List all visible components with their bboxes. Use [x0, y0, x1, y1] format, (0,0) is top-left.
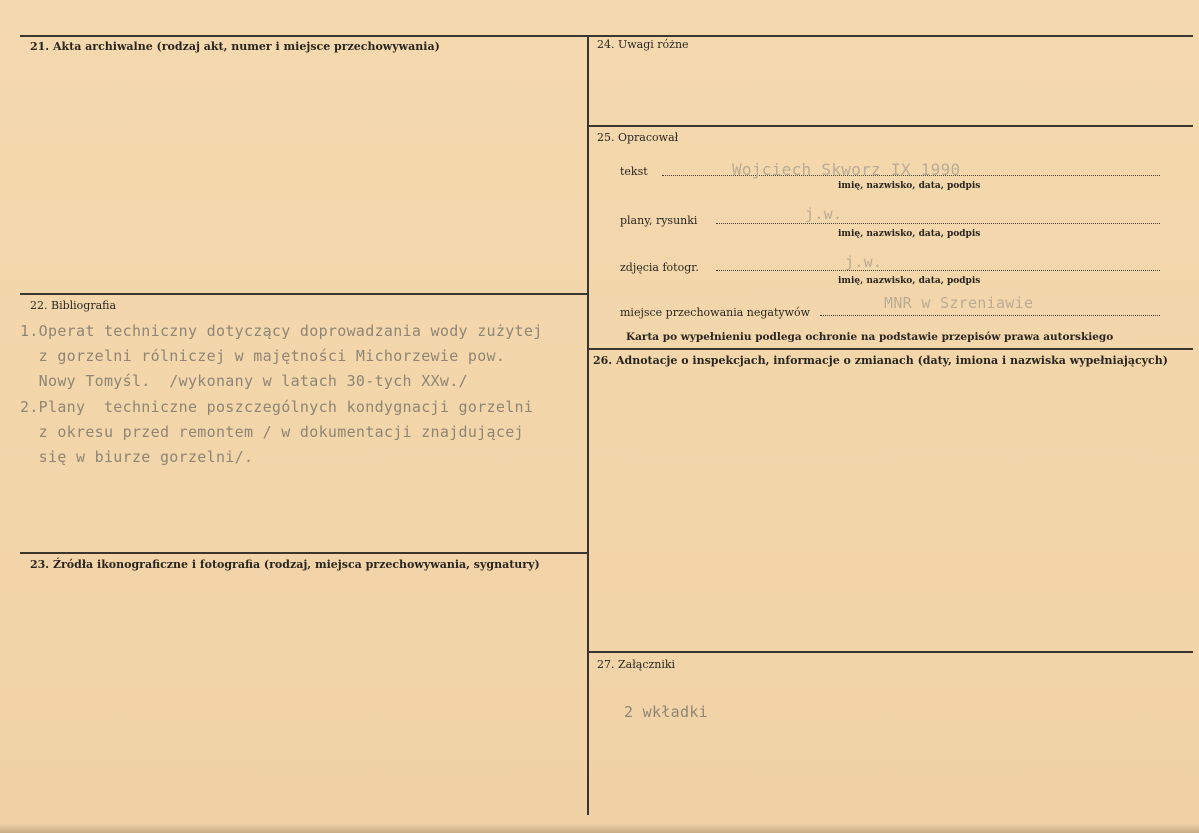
section-23-label: 23. Źródła ikonograficzne i fotografia (rodzaj, miejsca przechowywania, sygnatury)	[30, 558, 540, 571]
copyright-notice: Karta po wypełnieniu podlega ochronie na podstawie przepisów prawa autorskiego	[626, 331, 1114, 343]
divider-26-27	[589, 651, 1193, 653]
field-drawings-value: j.w.	[805, 205, 843, 223]
negatives-value: MNR w Szreniawie	[884, 294, 1034, 312]
divider-24-25	[589, 125, 1193, 127]
field-drawings-label: plany, rysunki	[620, 214, 698, 227]
top-border	[20, 35, 1193, 37]
bibliography-line-3: Nowy Tomyśl. /wykonany w latach 30-tych XXw./	[20, 372, 468, 390]
bibliography-line-6: się w biurze gorzelni/.	[20, 448, 254, 466]
field-photos-value: j.w.	[845, 253, 883, 271]
attachments-value: 2 wkładki	[624, 703, 708, 721]
bibliography-line-5: z okresu przed remontem / w dokumentacji znajdującej	[20, 423, 524, 441]
bibliography-line-4: 2.Plany techniczne poszczególnych kondygnacji gorzelni	[20, 398, 534, 416]
section-26-label: 26. Adnotacje o inspekcjach, informacje o zmianach (daty, imiona i nazwiska wypełniających)	[593, 354, 1168, 367]
section-24-label: 24. Uwagi różne	[597, 38, 689, 51]
column-divider	[587, 35, 589, 815]
field-photos-label: zdjęcia fotogr.	[620, 261, 699, 274]
field-photos-line	[716, 270, 1160, 271]
section-25-label: 25. Opracował	[597, 131, 679, 144]
negatives-label: miejsce przechowania negatywów	[620, 306, 811, 319]
field-drawings-caption: imię, nazwisko, data, podpis	[838, 229, 981, 239]
field-text-caption: imię, nazwisko, data, podpis	[838, 181, 981, 191]
bibliography-line-1: 1.Operat techniczny dotyczący doprowadzania wody zużytej	[20, 322, 543, 340]
negatives-line	[820, 315, 1160, 316]
card-edge-shadow	[0, 823, 1199, 833]
section-22-label: 22. Bibliografia	[30, 299, 117, 312]
divider-22-23	[20, 552, 587, 554]
field-photos-caption: imię, nazwisko, data, podpis	[838, 276, 981, 286]
section-27-label: 27. Załączniki	[597, 658, 676, 671]
field-text-label: tekst	[620, 165, 648, 178]
field-text-value: Wojciech Skworz IX 1990	[732, 160, 961, 179]
divider-25-26	[589, 348, 1193, 350]
section-21-label: 21. Akta archiwalne (rodzaj akt, numer i miejsce przechowywania)	[30, 40, 440, 53]
divider-21-22	[20, 293, 587, 295]
bibliography-line-2: z gorzelni rólniczej w majętności Michorzewie pow.	[20, 347, 506, 365]
field-drawings-line	[716, 223, 1160, 224]
